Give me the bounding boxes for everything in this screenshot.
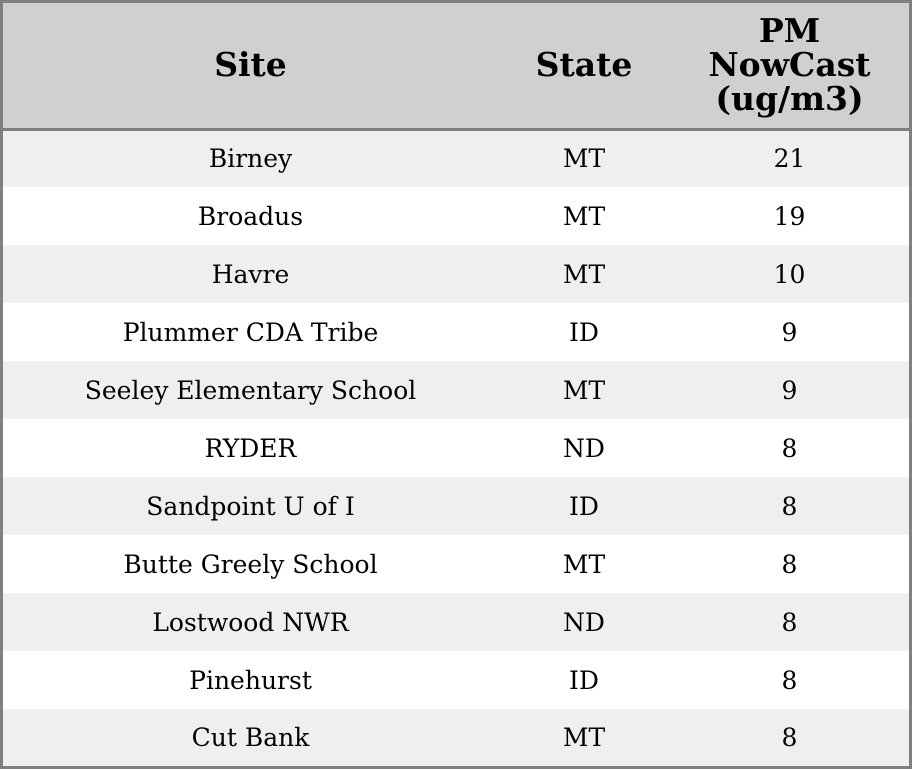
cell-pm-nowcast: 9 xyxy=(781,317,798,347)
table-row xyxy=(3,651,909,709)
cell-pm-nowcast: 21 xyxy=(773,144,806,174)
pm-header-label: PM NowCast (ug/m3) xyxy=(708,11,871,119)
cell-site: Sandpoint U of I xyxy=(146,491,355,521)
cell-site: Pinehurst xyxy=(189,665,312,695)
cell-site: Plummer CDA Tribe xyxy=(122,317,379,347)
cell-state: MT xyxy=(562,723,606,752)
table-row xyxy=(3,187,909,245)
column-header-state: State xyxy=(498,3,670,129)
cell-site: Lostwood NWR xyxy=(152,607,349,637)
cell-pm-nowcast: 19 xyxy=(773,201,806,231)
table-row xyxy=(3,419,909,477)
table-row xyxy=(3,477,909,535)
cell-pm-nowcast: 10 xyxy=(773,259,806,289)
table-header xyxy=(3,3,909,129)
cell-state: MT xyxy=(562,201,606,231)
cell-pm-nowcast: 8 xyxy=(781,549,798,579)
cell-state: MT xyxy=(562,549,606,579)
table-row xyxy=(3,535,909,593)
cell-state: ND xyxy=(563,433,605,463)
cell-site: Havre xyxy=(211,259,290,289)
column-header-site: Site xyxy=(3,3,498,129)
cell-site: Butte Greely School xyxy=(123,549,378,579)
cell-site: Birney xyxy=(208,144,293,174)
cell-state: ID xyxy=(569,665,599,695)
cell-state: ID xyxy=(569,491,599,521)
table-row xyxy=(3,593,909,651)
data-table xyxy=(3,3,909,766)
cell-site: Seeley Elementary School xyxy=(84,375,417,405)
cell-pm-nowcast: 8 xyxy=(781,491,798,521)
cell-site: Broadus xyxy=(197,201,304,231)
table-row xyxy=(3,245,909,303)
table-row xyxy=(3,303,909,361)
cell-state: MT xyxy=(562,375,606,405)
table-row xyxy=(3,709,909,766)
header-row xyxy=(3,3,909,129)
cell-site: RYDER xyxy=(204,433,297,463)
cell-state: MT xyxy=(562,259,606,289)
cell-site: Cut Bank xyxy=(191,723,310,752)
cell-pm-nowcast: 8 xyxy=(781,433,798,463)
cell-state: ID xyxy=(569,317,599,347)
cell-state: MT xyxy=(562,144,606,174)
table-row xyxy=(3,361,909,419)
cell-pm-nowcast: 8 xyxy=(781,723,798,752)
cell-state: ND xyxy=(563,607,605,637)
column-header-pm-nowcast xyxy=(670,3,909,129)
cell-pm-nowcast: 9 xyxy=(781,375,798,405)
cell-pm-nowcast: 8 xyxy=(781,665,798,695)
cell-pm-nowcast: 8 xyxy=(781,607,798,637)
table-body xyxy=(3,129,909,766)
table-row xyxy=(3,129,909,187)
